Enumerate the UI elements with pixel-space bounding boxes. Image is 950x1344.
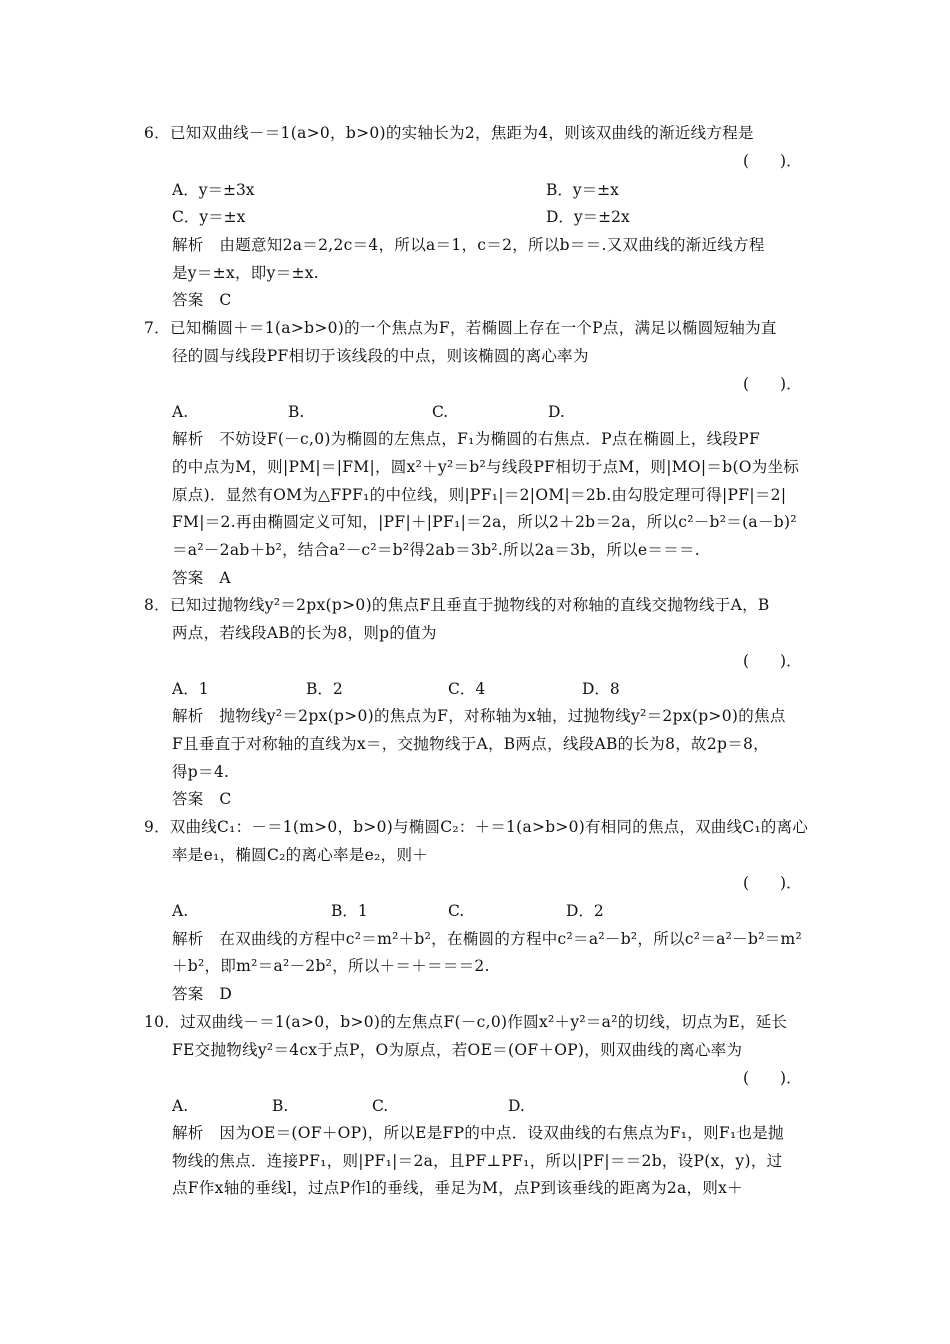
q7-solution-line-2: 的中点为M，则|PM|＝|FM|，圆x²＋y²＝b²与线段PF相切于点M，则|MO|＝b(O为坐标 bbox=[172, 458, 800, 476]
q9-stem-line-1: 9．双曲线C₁：－＝1(m>0，b>0)与椭圆C₂：＋＝1(a>b>0)有相同的焦点，双曲线C₁的离心 bbox=[144, 818, 809, 836]
q8-solution-line-1: 解析 抛物线y²＝2px(p>0)的焦点为F，对称轴为x轴，过抛物线y²＝2px(p>0)的焦点 bbox=[172, 707, 786, 725]
q6-option-a: A．y＝±3x bbox=[172, 181, 255, 199]
q8-option-a: A．1 bbox=[172, 680, 209, 698]
q7-stem-line-1: 7．已知椭圆＋＝1(a>b>0)的一个焦点为F，若椭圆上存在一个P点，满足以椭圆短轴为直 bbox=[144, 319, 777, 337]
q8-option-d: D．8 bbox=[582, 680, 620, 698]
q9-solution-line-1: 解析 在双曲线的方程中c²＝m²＋b²，在椭圆的方程中c²＝a²－b²，所以c²＝a²－b²＝m² bbox=[172, 930, 803, 948]
q7-option-c: C. bbox=[432, 403, 449, 421]
q6-option-d: D．y＝±2x bbox=[546, 208, 630, 226]
q8-option-c: C．4 bbox=[448, 680, 486, 698]
q8-answer: 答案 C bbox=[172, 790, 232, 808]
q8-stem-line-1: 8．已知过抛物线y²＝2px(p>0)的焦点F且垂直于抛物线的对称轴的直线交抛物线于A，B bbox=[144, 596, 770, 614]
q9-option-c: C. bbox=[448, 902, 465, 920]
q7-solution-line-4: FM|＝2.再由椭圆定义可知，|PF|＋|PF₁|＝2a，所以2＋2b＝2a，所以c²－b²＝(a－b)² bbox=[172, 513, 797, 531]
q9-option-d: D．2 bbox=[566, 902, 604, 920]
q10-stem-line-2: FE交抛物线y²＝4cx于点P，O为原点，若OE＝(OF＋OP)，则双曲线的离心率为 bbox=[172, 1041, 743, 1059]
q6-answer: 答案 C bbox=[172, 291, 232, 309]
q9-stem-line-2: 率是e₁，椭圆C₂的离心率是e₂，则＋ bbox=[172, 846, 429, 864]
q6-stem-line-1: 6．已知双曲线－＝1(a>0，b>0)的实轴长为2，焦距为4，则该双曲线的渐近线方程是 bbox=[144, 124, 754, 142]
q9-answer: 答案 D bbox=[172, 985, 233, 1003]
q6-solution-line-1: 解析 由题意知2a＝2,2c＝4，所以a＝1，c＝2，所以b＝＝.又双曲线的渐近线方程 bbox=[172, 236, 765, 254]
q8-answer-paren: ( )． bbox=[743, 652, 802, 670]
q9-solution-line-2: ＋b²，即m²＝a²－2b²，所以＋＝＋＝＝＝2. bbox=[172, 957, 490, 975]
q8-option-b: B．2 bbox=[306, 680, 343, 698]
q7-option-d: D. bbox=[548, 403, 565, 421]
q10-option-d: D. bbox=[508, 1097, 525, 1115]
q6-option-c: C．y＝±x bbox=[172, 208, 246, 226]
q10-solution-line-2: 物线的焦点．连接PF₁，则|PF₁|＝2a，且PF⊥PF₁，所以|PF|＝＝2b，设P(x，y)，过 bbox=[172, 1152, 783, 1170]
q10-stem-line-1: 10．过双曲线－＝1(a>0，b>0)的左焦点F(－c,0)作圆x²＋y²＝a²的切线，切点为E，延长 bbox=[144, 1013, 788, 1031]
q7-option-b: B. bbox=[288, 403, 305, 421]
q7-solution-line-5: ＝a²－2ab＋b²，结合a²－c²＝b²得2ab＝3b².所以2a＝3b，所以e＝＝＝. bbox=[172, 541, 701, 559]
q7-answer: 答案 A bbox=[172, 569, 231, 587]
q8-solution-line-2: F且垂直于对称轴的直线为x＝，交抛物线于A，B两点，线段AB的长为8，故2p＝8， bbox=[172, 735, 769, 753]
q10-option-c: C. bbox=[372, 1097, 389, 1115]
q7-solution-line-3: 原点)．显然有OM为△FPF₁的中位线，则|PF₁|＝2|OM|＝2b.由勾股定理可得|PF|＝2| bbox=[172, 486, 787, 504]
q7-answer-paren: ( )． bbox=[743, 375, 802, 393]
q8-solution-line-3: 得p＝4. bbox=[172, 763, 230, 781]
q7-stem-line-2: 径的圆与线段PF相切于该线段的中点，则该椭圆的离心率为 bbox=[172, 347, 589, 365]
q6-option-b: B．y＝±x bbox=[546, 181, 619, 199]
q6-solution-line-2: 是y＝±x，即y＝±x. bbox=[172, 264, 319, 282]
q10-answer-paren: ( )． bbox=[743, 1069, 802, 1087]
q7-solution-line-1: 解析 不妨设F(－c,0)为椭圆的左焦点，F₁为椭圆的右焦点．P点在椭圆上，线段PF bbox=[172, 430, 761, 448]
q9-option-a: A. bbox=[172, 902, 189, 920]
q9-answer-paren: ( )． bbox=[743, 874, 802, 892]
q8-stem-line-2: 两点，若线段AB的长为8，则p的值为 bbox=[172, 624, 437, 642]
q10-solution-line-1: 解析 因为OE＝(OF＋OP)，所以E是FP的中点．设双曲线的右焦点为F₁，则F₁也是抛 bbox=[172, 1124, 784, 1142]
q10-option-a: A. bbox=[172, 1097, 189, 1115]
q10-solution-line-3: 点F作x轴的垂线l，过点P作l的垂线，垂足为M，点P到该垂线的距离为2a，则x＋ bbox=[172, 1179, 743, 1197]
q7-option-a: A. bbox=[172, 403, 189, 421]
q6-answer-paren: ( )． bbox=[743, 152, 802, 170]
q10-option-b: B. bbox=[272, 1097, 289, 1115]
q9-option-b: B．1 bbox=[331, 902, 368, 920]
